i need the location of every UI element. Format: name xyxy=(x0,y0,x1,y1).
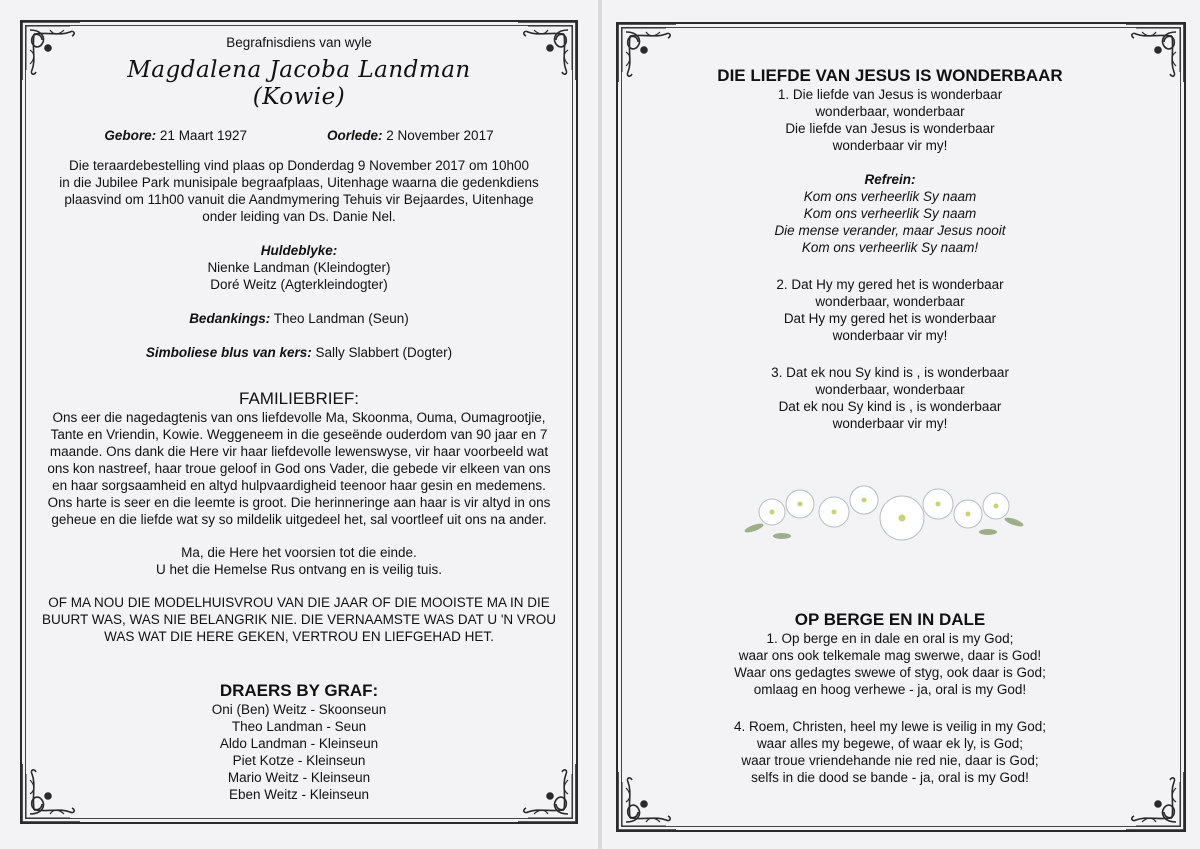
family-letter-title: FAMILIEBRIEF: xyxy=(239,389,359,408)
tribute-item: Doré Weitz (Agterkleindogter) xyxy=(210,277,388,292)
family-letter-line: maande. Ons dank die Here vir haar liefdevolle lewenswyse, vir haar voorbeeld wat xyxy=(49,444,549,459)
hymn-line: wonderbaar vir my! xyxy=(832,328,948,343)
hymn-line: waar troue vriendehande nie red nie, daar is God; xyxy=(741,753,1039,768)
closing-statement xyxy=(30,594,568,645)
bearer-item: Aldo Landman - Kleinseun xyxy=(219,736,379,751)
refrain-line: Kom ons verheerlik Sy naam xyxy=(803,206,977,221)
farewell-line: Ma, die Here het voorsien tot die einde. xyxy=(181,545,417,560)
hymn-line: Dat Hy my gered het is wonderbaar xyxy=(783,311,997,326)
service-details xyxy=(30,157,568,225)
thanks-row xyxy=(30,310,568,327)
hymn1-verse2 xyxy=(630,276,1150,344)
service-intro: Begrafnisdiens van wyle xyxy=(226,35,372,50)
service-line: Die teraardebestelling vind plaas op Donderdag 9 November 2017 om 10h00 xyxy=(68,158,530,173)
refrain-line: Die mense verander, maar Jesus nooit xyxy=(774,223,1006,238)
bearer-item: Piet Kotze - Kleinseun xyxy=(232,753,366,768)
hymn-line: wonderbaar, wonderbaar xyxy=(815,294,965,309)
closing-line: BUURT WAS, WAS NIE BELANGRIK NIE. DIE VERNAAMSTE WAS DAT U 'N VROU xyxy=(42,612,556,627)
hymn-line: waar alles my begewe, of waar ek ly, is God; xyxy=(756,736,1024,751)
hymn2-title: OP BERGE EN IN DALE xyxy=(794,610,986,629)
bearers-title: DRAERS BY GRAF: xyxy=(219,681,379,700)
hymn-line: 1. Die liefde van Jesus is wonderbaar xyxy=(777,87,1003,102)
hymn-line: 2. Dat Hy my gered het is wonderbaar xyxy=(776,277,1004,292)
bearer-item: Oni (Ben) Weitz - Skoonseun xyxy=(211,702,387,717)
refrain-line: Kom ons verheerlik Sy naam! xyxy=(801,240,979,255)
family-letter-line: en haar sorgsaamheid en altyd hulpvaardigheid teenoor haar gesin en medemens. xyxy=(52,478,546,493)
deceased-nickname: (Kowie) xyxy=(252,84,346,110)
service-line: in die Jubilee Park munisipale begraafplaas, Uitenhage waarna die gedenkdiens xyxy=(59,175,539,190)
farewell xyxy=(30,544,568,578)
refrain xyxy=(630,188,1150,256)
bearer-item: Eben Weitz - Kleinseun xyxy=(228,787,370,802)
family-letter xyxy=(30,409,568,528)
hymn-line: 3. Dat ek nou Sy kind is , is wonderbaar xyxy=(771,365,1009,380)
closing-line: WAS WAT DIE HERE GEKEN, VERTROU EN LIEFGEHAD HET. xyxy=(104,629,494,644)
family-letter-line: ons kon nastreef, haar troue geloof in God ons Vader, die gebede vir elkeen van ons xyxy=(47,461,551,476)
born-date: 21 Maart 1927 xyxy=(159,128,247,143)
hymn1-title: DIE LIEFDE VAN JESUS IS WONDERBAAR xyxy=(717,66,1063,85)
thanks-value: Theo Landman (Seun) xyxy=(273,311,409,326)
born-label: Gebore: xyxy=(104,128,157,143)
hymn-line: Dat ek nou Sy kind is , is wonderbaar xyxy=(778,399,1002,414)
hymn2-verse4 xyxy=(630,718,1150,786)
family-letter-line: Ons harte is seer en die leemte is groot. Die herinneringe aan haar is vir altyd in ons xyxy=(47,495,551,510)
hymn-line: omlaag en hoog verhewe - ja, oral is my God! xyxy=(753,682,1027,697)
service-line: onder leiding van Ds. Danie Nel. xyxy=(202,209,396,224)
right-content xyxy=(630,66,1150,432)
hymn-line: 4. Roem, Christen, heel my lewe is veilig in my God; xyxy=(733,719,1047,734)
family-letter-line: geheue en die liefde wat sy so mildelik uitgedeel het, sal voortleef uit ons na ander. xyxy=(51,512,547,527)
dates-row xyxy=(30,127,568,144)
hymn2-verse1 xyxy=(630,630,1150,698)
family-letter-line: Tante en Vriendin, Kowie. Weggeneem in die geseënde ouderdom van 90 jaar en 7 xyxy=(50,427,548,442)
white-flowers-garland-icon xyxy=(742,482,1024,554)
hymn-line: wonderbaar, wonderbaar xyxy=(815,104,965,119)
right-content-lower xyxy=(630,610,1150,786)
tributes-label: Huldeblyke: xyxy=(260,243,338,258)
died-field xyxy=(327,127,494,144)
died-date: 2 November 2017 xyxy=(386,128,494,143)
thanks-label: Bedankings: xyxy=(189,311,271,326)
hymn-line: wonderbaar vir my! xyxy=(832,138,948,153)
hymn-line: Die liefde van Jesus is wonderbaar xyxy=(785,121,995,136)
tribute-item: Nienke Landman (Kleindogter) xyxy=(207,260,391,275)
candle-row xyxy=(30,344,568,361)
candle-label: Simboliese blus van kers: xyxy=(145,345,312,360)
bearer-item: Theo Landman - Seun xyxy=(231,719,367,734)
refrain-label: Refrein: xyxy=(864,172,916,187)
hymn1-verse3 xyxy=(630,364,1150,432)
hymn-line: Waar ons gedagtes swewe of styg, ook daar is God; xyxy=(734,665,1046,680)
hymn-line: 1. Op berge en in dale en oral is my God; xyxy=(766,631,1014,646)
bearer-item: Mario Weitz - Kleinseun xyxy=(227,770,371,785)
hymn-line: wonderbaar vir my! xyxy=(832,416,948,431)
bearers-list xyxy=(30,701,568,803)
refrain-line: Kom ons verheerlik Sy naam xyxy=(803,189,977,204)
family-letter-line: Ons eer die nagedagtenis van ons liefdevolle Ma, Skoonma, Ouma, Oumagrootjie, xyxy=(52,410,546,425)
died-label: Oorlede: xyxy=(326,128,383,143)
closing-line: OF MA NOU DIE MODELHUISVROU VAN DIE JAAR OF DIE MOOISTE MA IN DIE xyxy=(48,595,550,610)
hymn-line: selfs in die dood se bande - ja, oral is my God! xyxy=(751,770,1029,785)
farewell-line: U het die Hemelse Rus ontvang en is veilig tuis. xyxy=(156,562,442,577)
hymn1-verse1 xyxy=(630,86,1150,154)
service-line: plaasvind om 11h00 vanuit die Aandmymering Tehuis vir Bejaardes, Uitenhage xyxy=(64,192,534,207)
hymn-line: wonderbaar, wonderbaar xyxy=(815,382,965,397)
left-content xyxy=(30,34,568,803)
candle-value: Sally Slabbert (Dogter) xyxy=(315,345,453,360)
deceased-name: Magdalena Jacoba Landman xyxy=(127,57,471,83)
hymn-line: waar ons ook telkemale mag swerwe, daar is God! xyxy=(738,648,1042,663)
born-field xyxy=(104,127,247,144)
